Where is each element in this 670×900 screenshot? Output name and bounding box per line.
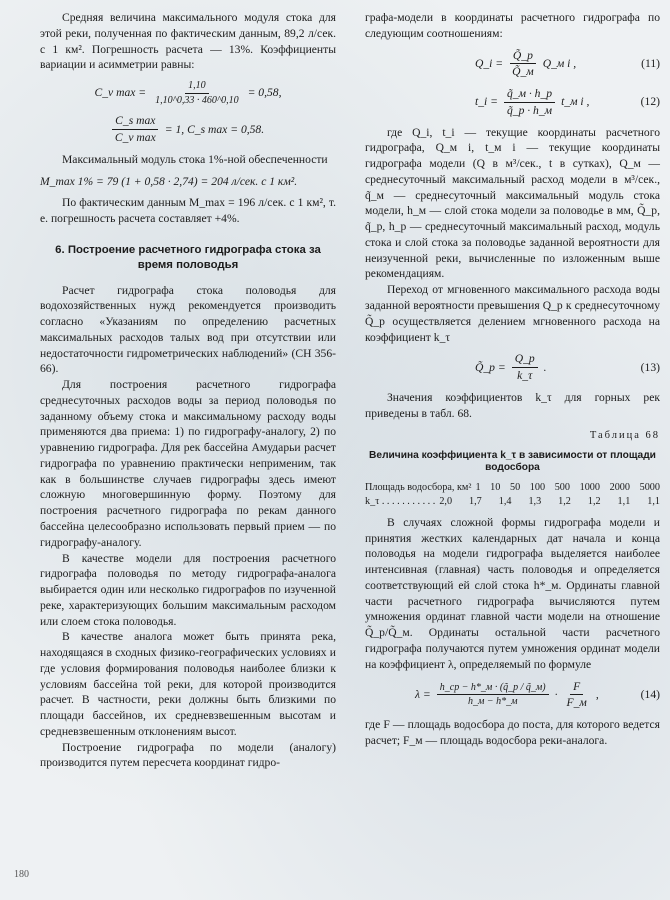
table-cell: 50 [509, 482, 521, 494]
left-column [40, 10, 336, 771]
paragraph: По фактическим данным M_max = 196 л/сек. с 1 км², т. е. погрешность расчета составляет +4%. [40, 196, 336, 226]
formula-rhs: = 1, C_s max = 0,58. [164, 122, 265, 136]
table-cell: 1000 [579, 482, 600, 494]
table-cell: 10 [490, 482, 501, 494]
row-label: Площадь водосбора, км² [365, 482, 472, 494]
paragraph: где Q_i, t_i — текущие координаты расчетного гидрографа, Q_м i, t_м i — текущие координаты гидрографа модели (Q в м³/сек., t в сутках), Q_м — среднесуточный максимальный расход модели в м³/сек., q̃_м — среднесуточный максимальный модуль стока модели, h_м — слой стока модели за половодье в мм, Q̃_p, q̃_p, h_p — среднесуточный максимальный расход, модуль стока и слой стока за половодье заданной вероятности для неизученной реки, вычисленные по изложенным выше рекомендациям. [365, 125, 660, 281]
table-cell: 1,4 [498, 496, 512, 508]
table-cell: 2000 [609, 482, 630, 494]
numerator: F [570, 679, 583, 696]
paragraph: Для построения расчетного гидрографа среднесуточных расходов воды за период половодья по заданному объему стока и максимальному расходу воды применяются два приема: 1) по гидрографу-аналогу, 2) по уравнению гидрографа. Для рек бассейна Амударьи расчет гидрографа по уравнению практически неприменим, так как в большинстве случаев гидрографы здесь имеют сложную многовершинную форму. Поэтому для построения расчетного гидрографа по рекам данного бассейна целесообразно использовать первый прием — по гидрографу-аналогу. [40, 378, 336, 549]
numerator: C_s max [112, 113, 158, 130]
numerator: h_ср − h*_м · (q̃_p / q̃_м) [437, 681, 549, 696]
table-cell: 1,1 [617, 496, 631, 508]
denominator: Q̃_м [512, 65, 534, 79]
table-cell: 1 [475, 482, 481, 494]
table-cell: 500 [554, 482, 570, 494]
table-cell: 1,2 [558, 496, 571, 508]
row-label: k_τ . . . . . . . . . . . [365, 496, 436, 508]
paragraph: Средняя величина максимального модуля стока для этой реки, полученная по фактическим данным, 89,2 л/сек. с 1 км². Погрешность расчета — 13%. Коэффициенты вариации и асимметрии равны: [40, 11, 336, 72]
denominator: k_τ [517, 369, 533, 383]
page-number: 180 [14, 869, 29, 881]
formula-lhs: Q_i = [475, 56, 504, 70]
fraction [509, 48, 537, 81]
denominator: h_м − h*_м [467, 696, 518, 708]
section-heading: 6. Построение расчетного гидрографа стока за время половодья [55, 243, 321, 271]
formula-11 [365, 48, 660, 81]
paragraph: В качестве модели для построения расчетного гидрографа половодья по методу гидрографа-аналога выбирается один или несколько гидрографов по изученной реке, характеризующих большим максимальным расходом или слоем стока половодья. [40, 551, 336, 628]
formula-rhs: Q_м i , [542, 56, 577, 70]
paragraph: Расчет гидрографа стока половодья для водохозяйственных нужд рекомендуется производить согласно «Указаниям по определению расчетных максимальных расходов талых вод при отсутствии или недостаточности гидрометрических наблюдений» (СН 356-66). [40, 283, 336, 376]
formula-lhs: C_v max = [94, 86, 147, 100]
paragraph: В случаях сложной формы гидрографа модели и принятия жестких календарных дат начала и конца половодья на модели гидрографа выделяется наиболее интенсивная (главная) часть половодья и определяется соответствующий ей слой стока h*_м. Ординаты главной части расчетного гидрографа вычисляются путем умножения ординат главной части модели на отношение Q̃_p/Q̃_м. Ординаты остальной части расчетного гидрографа получаются путем умножения ординат модели на коэффициент λ, определяемый по формуле [365, 515, 660, 671]
formula-mmax [40, 174, 336, 190]
paragraph: где F — площадь водосбора до поста, для которого ведется расчет; F_м — площадь водосбора реки-аналога. [365, 718, 660, 747]
formula-lhs: λ = [415, 687, 431, 701]
formula-rhs: = 0,58, [247, 86, 282, 100]
fraction [437, 681, 549, 709]
fraction [564, 679, 590, 712]
fraction [504, 86, 555, 119]
fraction [512, 351, 538, 384]
formula-cs [40, 113, 336, 146]
formula-13 [365, 351, 660, 384]
formula-text: M_max 1% = 79 (1 + 0,58 · 2,74) = 204 л/сек. с 1 км². [40, 174, 298, 188]
numerator: q̃_м · h_p [504, 86, 555, 103]
table-cell: 1,1 [647, 496, 660, 508]
numerator: Q_p [512, 351, 538, 368]
table-cell: 2,0 [439, 496, 453, 508]
row-values [471, 481, 660, 495]
formula-rhs: . [543, 360, 547, 374]
paragraph: графа-модели в координаты расчетного гидрографа по следующим соотношениям: [365, 11, 660, 40]
table-row [365, 481, 660, 495]
table-cell: 1,3 [528, 496, 542, 508]
table-cell: 1,7 [469, 496, 482, 508]
numerator: Q̃_p [510, 48, 536, 65]
paragraph: В качестве аналога может быть принята река, находящаяся в сходных физико-географических условиях и где условия формирования половодья наиболее близки к условиям бассейна той реки, для которой производится расчет. В частности, реки должны быть близкими по площади бассейнов, их средневзвешенным высотам и средневзвешенным отклонениям высот. [40, 630, 336, 738]
formula-lhs: Q̃_p = [475, 360, 506, 374]
denominator: q̃_p · h_м [506, 103, 553, 117]
denominator: 1,10^0,33 · 460^0,10 [155, 94, 239, 106]
paragraph: Значения коэффициентов k_τ для горных рек приведены в табл. 68. [365, 390, 660, 420]
formula-12 [365, 86, 660, 119]
equation-number: (13) [640, 360, 660, 374]
equation-number: (14) [640, 687, 660, 701]
table-cell: 1,2 [587, 496, 601, 508]
equation-number: (11) [641, 56, 660, 70]
denominator: C_v max [114, 131, 156, 145]
fraction [112, 113, 159, 146]
table-cell: 100 [529, 482, 546, 494]
formula-rhs: , [595, 687, 599, 701]
paragraph: Переход от мгновенного максимального расхода воды заданной вероятности превышения Q_p к среднесуточному Q̃_p осуществляется делением мгновенного расхода на коэффициент k_τ [365, 283, 660, 344]
fraction [152, 79, 241, 107]
denominator: F_м [566, 696, 587, 710]
paragraph: Построение гидрографа по модели (аналогу) производится путем пересчета координат гидро- [40, 740, 336, 770]
numerator: 1,10 [185, 79, 209, 94]
table-cell: 5000 [639, 482, 660, 494]
table-label: Таблица 68 [589, 430, 660, 442]
formula-cv [40, 79, 336, 107]
formula-rhs: t_м i , [561, 95, 590, 109]
formula-14 [365, 679, 660, 712]
table-title: Величина коэффициента k_τ в зависимости от площади водосбора [369, 449, 656, 474]
table-row [365, 495, 660, 509]
equation-number: (12) [640, 95, 660, 109]
right-column [365, 10, 660, 749]
paragraph: Максимальный модуль стока 1%-ной обеспеченности [62, 152, 328, 166]
formula-operator: · [554, 687, 558, 701]
formula-lhs: t_i = [475, 95, 498, 109]
row-values [435, 495, 660, 509]
